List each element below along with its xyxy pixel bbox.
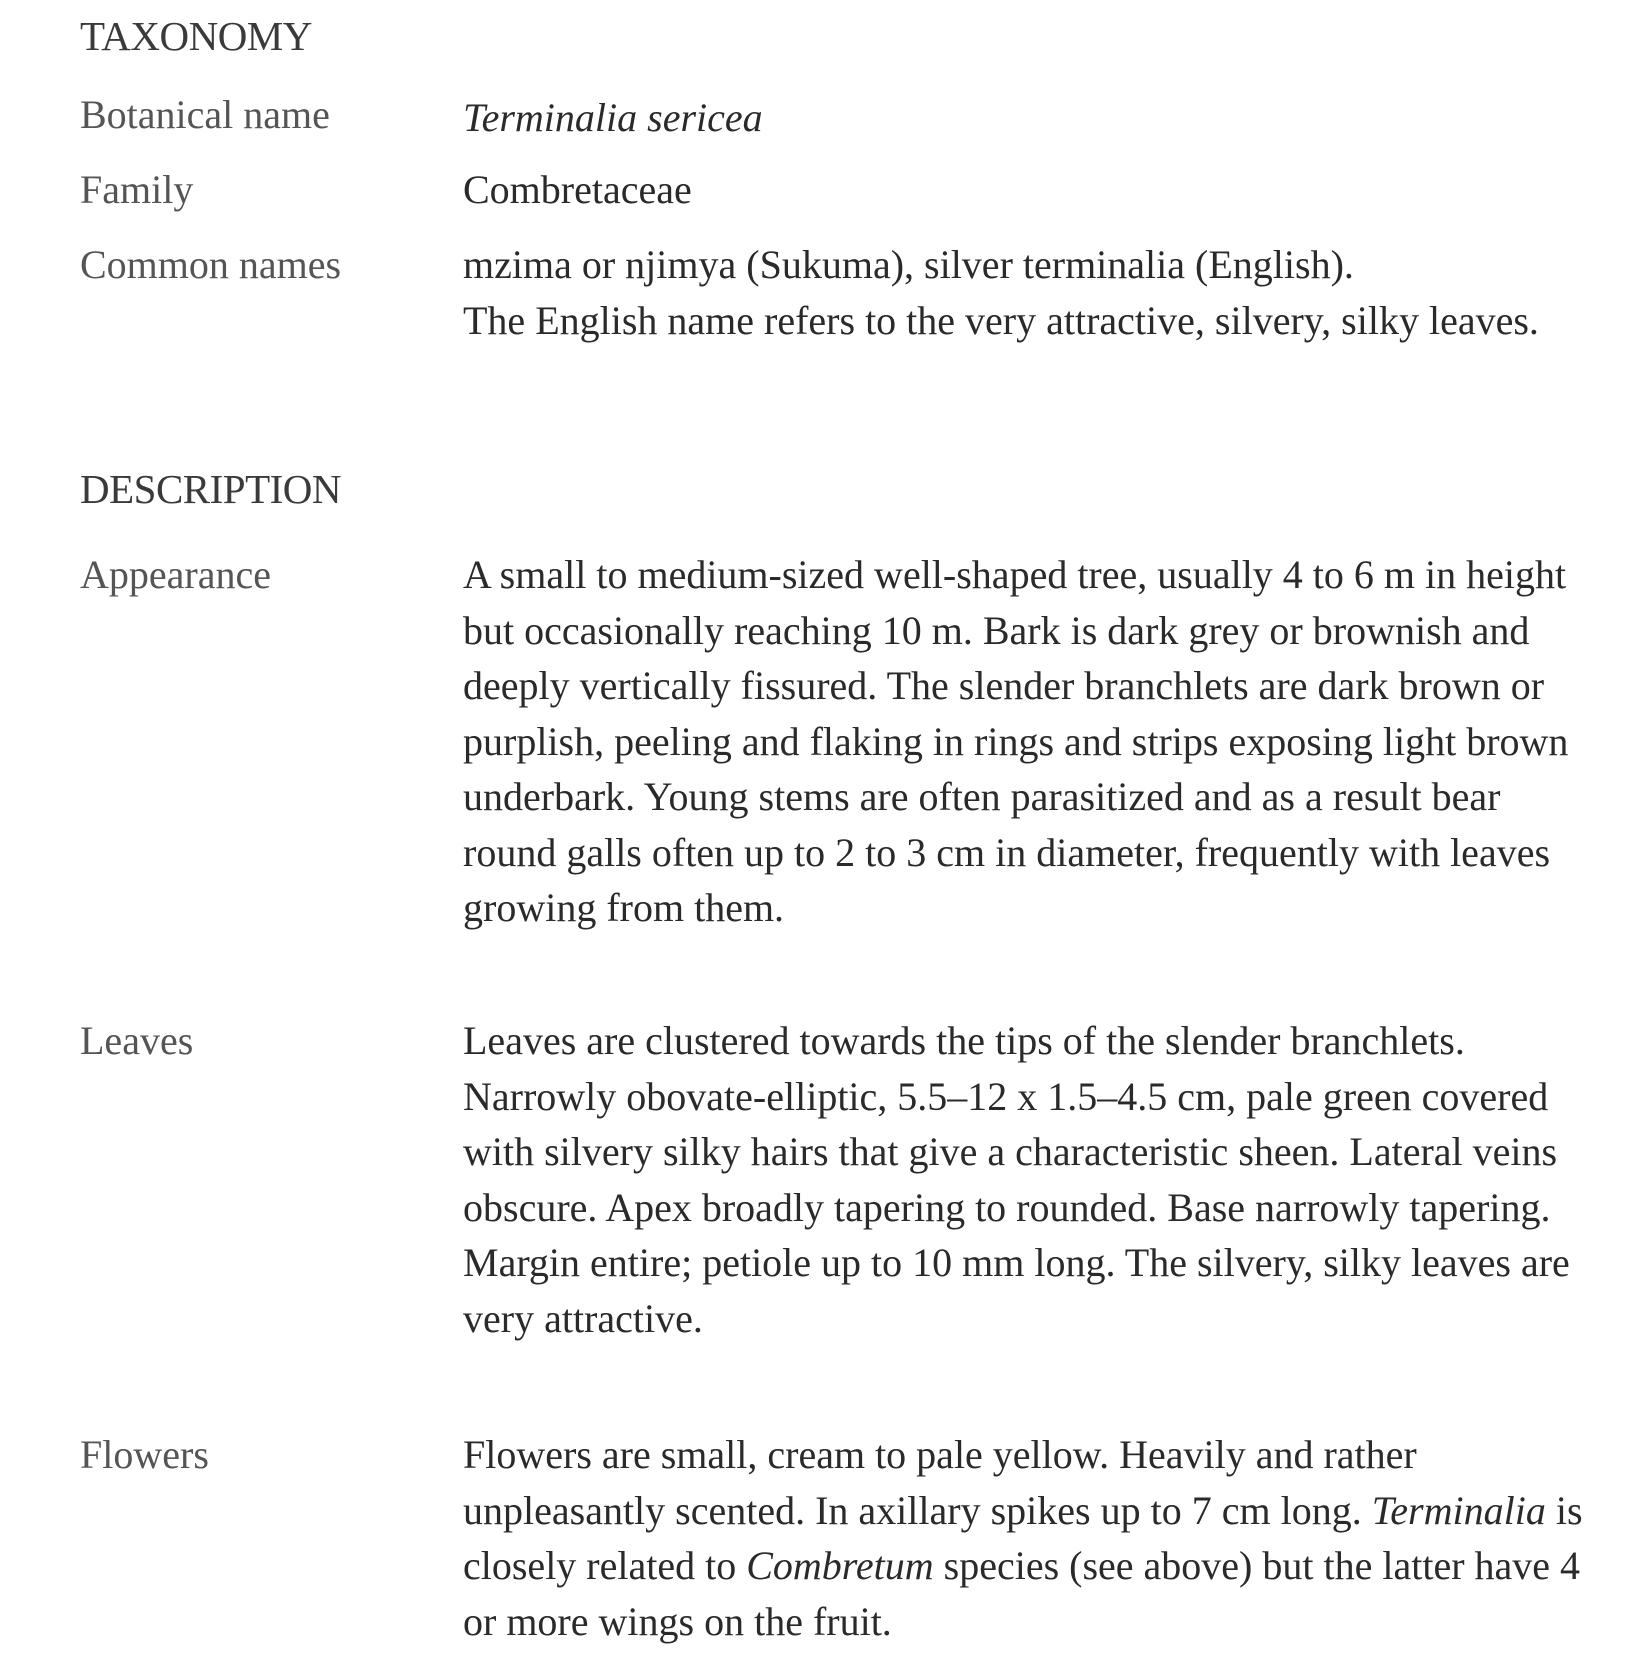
botanical-name-value [463,90,1593,146]
common-names-line1: mzima or njimya (Sukuma), silver terminalia (English). [463,242,1354,287]
appearance-label: Appearance [80,552,271,597]
family-value: Combretaceae [463,167,692,212]
common-names-label: Common names [80,242,342,287]
common-names-line2: The English name refers to the very attractive, silvery, silky leaves. [463,297,1539,343]
appearance-value: A small to medium-sized well-shaped tree, usually 4 to 6 m in height but occasionally reaching 10 m. Bark is dark grey or brownish and deeply vertically fissured. The slender branchlets are dark brown or purplish, peeling and flaking in rings and strips exposing light brown underbark. Young stems are often parasitized and as a result bear round galls often up to 2 to 3 cm in diameter, frequently with leaves growing from them. [463,552,1569,930]
flowers-text-part1: Flowers are small, cream to pale yellow. Heavily and rather unpleasantly scented. In axillary spikes up to 7 cm long. [463,1432,1417,1533]
leaves-value: Leaves are clustered towards the tips of the slender branchlets. Narrowly obovate-elliptic, 5.5–12 x 1.5–4.5 cm, pale green covered with silvery silky hairs that give a characteristic sheen. Lateral veins obscure. Apex broadly tapering to rounded. Base narrowly tapering. Margin entire; petiole up to 10 mm long. The silvery, silky leaves are very attractive. [463,1018,1570,1341]
flowers-label: Flowers [80,1432,209,1477]
leaves-label: Leaves [80,1018,194,1063]
flowers-value [463,1427,1593,1649]
terminalia-genus: Terminalia [1371,1487,1546,1533]
flowers-text-part2: is closely related to [463,1487,1583,1588]
family-label: Family [80,167,194,212]
combretum-genus: Combretum [746,1543,934,1588]
botanical-name-label: Botanical name [80,92,330,137]
taxonomy-heading: TAXONOMY [80,13,312,59]
botanical-name-text: Terminalia sericea [463,95,763,140]
description-heading: DESCRIPTION [80,466,342,512]
flowers-text-part3: species (see above) but the latter have 4 or more wings on the fruit. [463,1543,1581,1644]
common-names-value [463,237,1593,348]
